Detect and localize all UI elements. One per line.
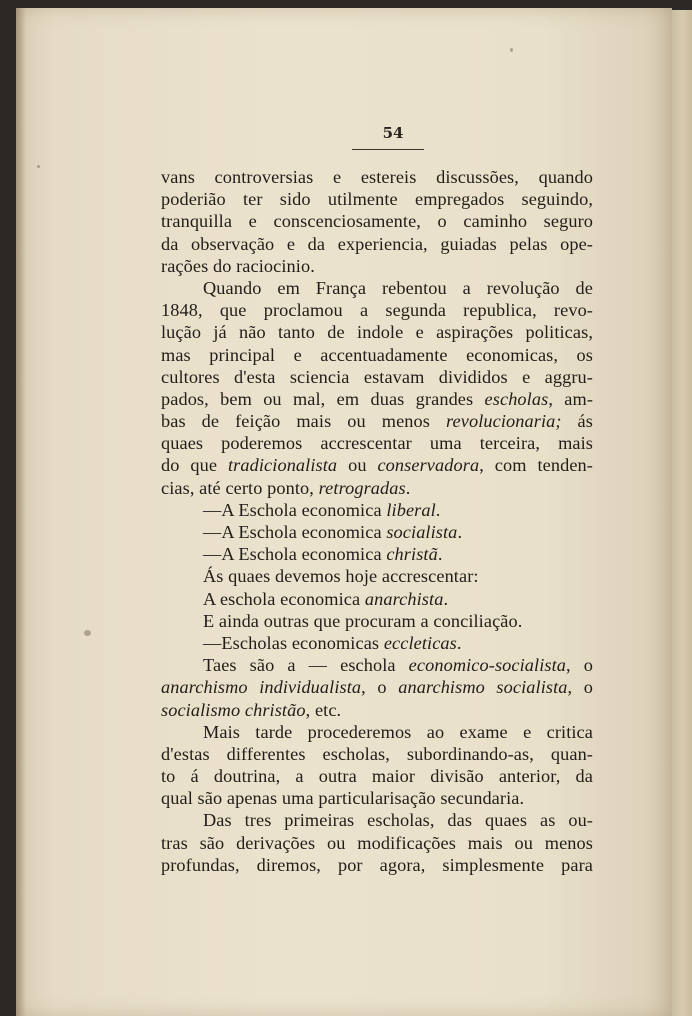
text-run: tras são derivações ou modificações mais ou menos [161, 832, 593, 853]
text-run: . [405, 477, 411, 498]
text-run: —A Eschola economica [203, 499, 387, 520]
text-line [161, 654, 593, 676]
text-run: Ás quaes devemos hoje accrescentar: [203, 566, 479, 587]
text-line [161, 521, 593, 543]
text-run: , o [566, 655, 593, 676]
text-line [161, 765, 593, 787]
text-run: . [437, 544, 443, 565]
header-rule [352, 149, 424, 150]
text-run: d'estas differentes escholas, subordinando-as, quan- [161, 743, 593, 764]
italic-text: socialista [386, 522, 458, 542]
italic-text: tradicionalista [228, 455, 338, 476]
italic-text: anarchismo socialista [398, 677, 568, 698]
italic-text: socialismo christão [161, 699, 306, 720]
text-run: E ainda outras que procuram a conciliação. [203, 610, 523, 631]
text-line [161, 388, 593, 410]
italic-text: revolucionaria; [446, 411, 562, 432]
text-line [161, 410, 593, 432]
text-run: da observação e da experiencia, guiadas pelas ope- [161, 233, 593, 254]
text-run: A eschola economica [203, 588, 365, 609]
text-line [161, 610, 593, 632]
paper-speck [37, 165, 40, 168]
text-run: Taes são a — eschola [203, 655, 409, 676]
text-line [161, 721, 593, 743]
text-run: lução já não tanto de indole e aspirações politicas, [161, 322, 593, 343]
paper-speck [84, 630, 91, 636]
text-run: pados, bem ou mal, em duas grandes [161, 388, 485, 409]
body-text [161, 166, 593, 876]
text-line [161, 743, 593, 765]
text-line [161, 477, 593, 499]
text-run: do que [161, 455, 228, 476]
text-line [161, 166, 593, 188]
text-run: quaes poderemos accrescentar uma terceira, mais [161, 433, 593, 454]
text-line [161, 366, 593, 388]
text-line [161, 499, 593, 521]
text-run: —A Eschola economica [203, 522, 387, 542]
text-run: 1848, que proclamou a segunda republica, revo- [161, 300, 593, 321]
text-run: vans controversias e estereis discussões, quando [161, 167, 593, 187]
text-run: , o [567, 677, 593, 698]
italic-text: escholas [484, 388, 549, 409]
text-line [161, 321, 593, 343]
text-run: —A Eschola economica [203, 544, 387, 565]
text-line [161, 210, 593, 232]
text-line [161, 699, 593, 721]
text-run: profundas, diremos, por agora, simplesmente para [161, 854, 593, 875]
next-page-edge [672, 10, 692, 1016]
italic-text: anarchista [364, 588, 444, 609]
text-line [161, 277, 593, 299]
text-run: Quando em França rebentou a revolução de [203, 277, 593, 298]
text-run: —Escholas economicas [203, 632, 384, 653]
text-line [161, 854, 593, 876]
text-run: rações do raciocinio. [161, 255, 315, 276]
text-run: . [435, 499, 441, 520]
italic-text: christã [386, 544, 438, 565]
text-run: cultores d'esta sciencia estavam divididos e aggru- [161, 366, 593, 387]
text-run: mas principal e accentuadamente economicas, os [161, 344, 593, 365]
text-line [161, 809, 593, 831]
text-run: ás [561, 411, 593, 432]
text-run: Das tres primeiras escholas, das quaes as ou- [203, 810, 593, 831]
text-run: , etc. [305, 699, 342, 720]
text-run: tranquilla e conscenciosamente, o caminho seguro [161, 211, 593, 232]
text-run: Mais tarde procederemos ao exame e critica [203, 721, 593, 742]
italic-text: retrogradas [318, 477, 406, 498]
text-run: , am- [548, 388, 594, 409]
text-run: . [457, 522, 463, 542]
text-line [161, 676, 593, 698]
italic-text: conservadora [377, 455, 480, 476]
italic-text: anarchismo individualista [161, 677, 362, 698]
text-line [161, 299, 593, 321]
text-line [161, 454, 593, 476]
text-line [161, 832, 593, 854]
gutter-shadow [16, 8, 26, 1016]
text-run: ou [337, 455, 378, 476]
text-line [161, 344, 593, 366]
text-run: poderião ter sido utilmente empregados seguindo, [161, 189, 593, 210]
text-run: cias, até certo ponto, [161, 477, 319, 498]
text-line [161, 255, 593, 277]
italic-text: economico-socialista [408, 655, 567, 676]
page-number: 54 [382, 124, 404, 142]
text-line [161, 543, 593, 565]
text-run: , com tenden- [479, 455, 593, 476]
text-run: bas de feição mais ou menos [161, 411, 446, 432]
text-run: . [456, 632, 462, 653]
text-line [161, 787, 593, 809]
text-line [161, 588, 593, 610]
text-line [161, 632, 593, 654]
italic-text: eccleticas [383, 632, 457, 653]
text-run: . [443, 588, 449, 609]
italic-text: liberal [386, 499, 436, 520]
text-line [161, 432, 593, 454]
text-run: qual são apenas uma particularisação secundaria. [161, 788, 525, 809]
paper-speck [510, 48, 513, 52]
text-line [161, 233, 593, 255]
text-line [161, 188, 593, 210]
text-line [161, 565, 593, 587]
text-run: to á doutrina, a outra maior divisão anterior, da [161, 766, 593, 787]
text-run: , o [361, 677, 399, 698]
